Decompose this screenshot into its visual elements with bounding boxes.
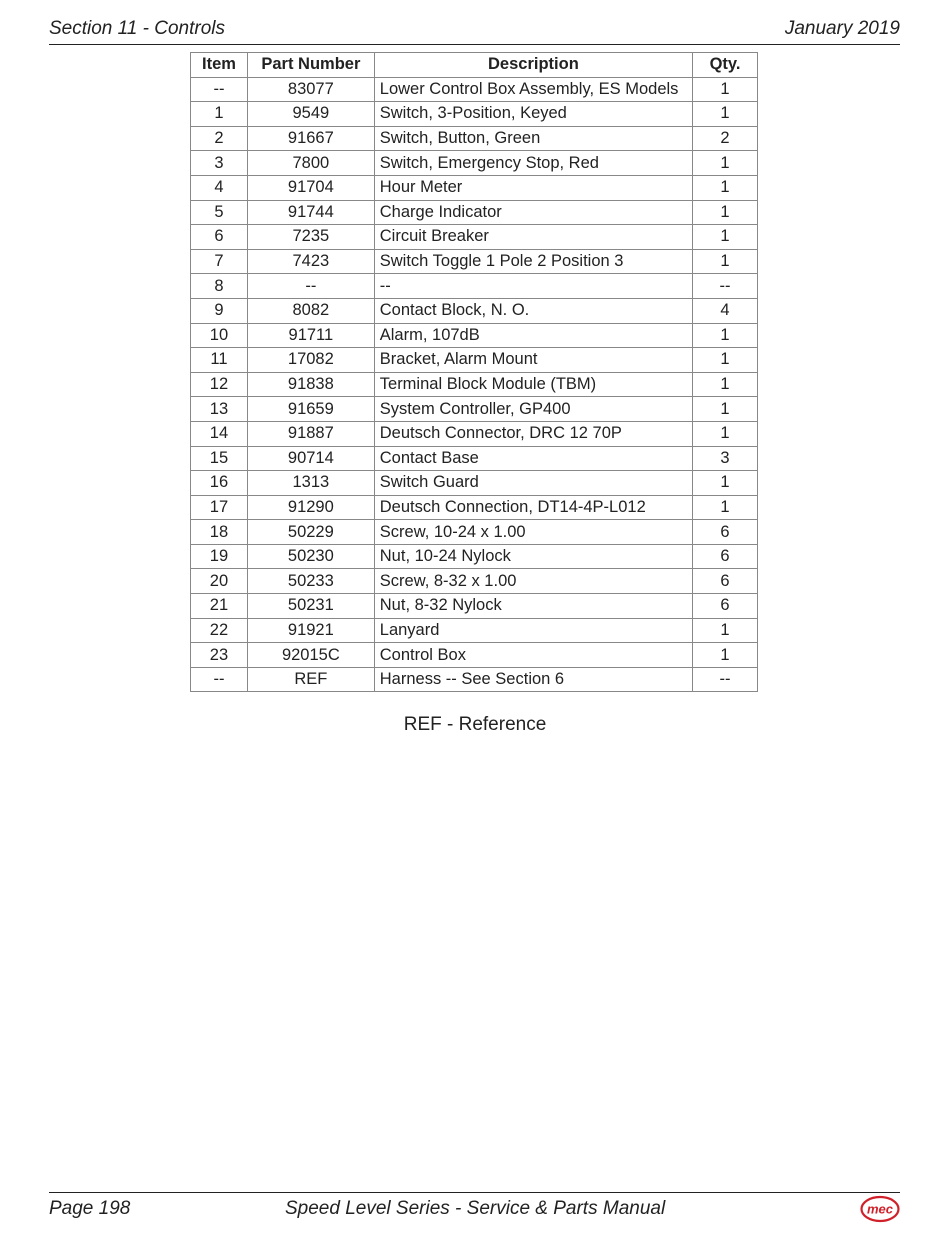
description-cell: Switch, 3-Position, Keyed [374,102,692,127]
part-number-cell: 91659 [247,397,374,422]
description-cell: Switch, Button, Green [374,126,692,151]
description-cell: Harness -- See Section 6 [374,667,692,692]
part-number-cell: -- [247,274,374,299]
description-cell: Control Box [374,643,692,668]
qty-cell: 6 [693,544,758,569]
item-cell: 13 [191,397,248,422]
description-cell: Contact Base [374,446,692,471]
description-cell: Hour Meter [374,175,692,200]
table-row [191,274,758,299]
table-row [191,520,758,545]
table-row [191,200,758,225]
qty-cell: 6 [693,520,758,545]
description-cell: Alarm, 107dB [374,323,692,348]
description-cell: Nut, 8-32 Nylock [374,594,692,619]
part-number-cell: 91290 [247,495,374,520]
qty-cell: 1 [693,397,758,422]
item-cell: 15 [191,446,248,471]
table-row [191,495,758,520]
qty-cell: 1 [693,200,758,225]
table-row [191,151,758,176]
qty-cell: 6 [693,594,758,619]
item-cell: 17 [191,495,248,520]
description-cell: Screw, 8-32 x 1.00 [374,569,692,594]
description-cell: Circuit Breaker [374,225,692,250]
item-cell: 11 [191,348,248,373]
column-header-qty: Qty. [693,53,758,78]
item-cell: 1 [191,102,248,127]
item-cell: 3 [191,151,248,176]
item-cell: -- [191,77,248,102]
qty-cell: 1 [693,225,758,250]
parts-table [190,52,758,692]
description-cell: Deutsch Connection, DT14-4P-L012 [374,495,692,520]
qty-cell: 4 [693,298,758,323]
part-number-cell: 50231 [247,594,374,619]
qty-cell: -- [693,667,758,692]
qty-cell: 2 [693,126,758,151]
part-number-cell: 7423 [247,249,374,274]
part-number-cell: 50230 [247,544,374,569]
part-number-cell: 17082 [247,348,374,373]
item-cell: 9 [191,298,248,323]
description-cell: Deutsch Connector, DRC 12 70P [374,421,692,446]
item-cell: 8 [191,274,248,299]
qty-cell: 1 [693,421,758,446]
description-cell: Switch, Emergency Stop, Red [374,151,692,176]
part-number-cell: 92015C [247,643,374,668]
table-row [191,569,758,594]
qty-cell: 1 [693,495,758,520]
item-cell: 6 [191,225,248,250]
description-cell: Charge Indicator [374,200,692,225]
item-cell: 5 [191,200,248,225]
page-number: Page 198 [49,1198,131,1219]
table-row [191,397,758,422]
part-number-cell: 91838 [247,372,374,397]
column-header-part-number: Part Number [247,53,374,78]
qty-cell: 1 [693,249,758,274]
manual-title: Speed Level Series - Service & Parts Manual [285,1198,666,1219]
part-number-cell: 83077 [247,77,374,102]
table-row [191,249,758,274]
item-cell: 22 [191,618,248,643]
mec-logo-icon [860,1195,900,1223]
parts-table-body [191,77,758,692]
qty-cell: 6 [693,569,758,594]
table-row [191,298,758,323]
table-row [191,643,758,668]
item-cell: 12 [191,372,248,397]
table-row [191,225,758,250]
table-row [191,446,758,471]
part-number-cell: 91711 [247,323,374,348]
section-title: Section 11 - Controls [49,18,226,39]
qty-cell: -- [693,274,758,299]
qty-cell: 1 [693,323,758,348]
part-number-cell: 7235 [247,225,374,250]
item-cell: 10 [191,323,248,348]
table-row [191,667,758,692]
item-cell: 21 [191,594,248,619]
item-cell: 18 [191,520,248,545]
svg-text:mec: mec [866,1201,894,1217]
part-number-cell: 9549 [247,102,374,127]
table-header-row [191,53,758,78]
table-row [191,126,758,151]
table-row [191,348,758,373]
qty-cell: 3 [693,446,758,471]
column-header-item: Item [191,53,248,78]
table-row [191,175,758,200]
item-cell: 20 [191,569,248,594]
table-row [191,618,758,643]
part-number-cell: 50233 [247,569,374,594]
description-cell: Switch Toggle 1 Pole 2 Position 3 [374,249,692,274]
item-cell: 4 [191,175,248,200]
description-cell: Lower Control Box Assembly, ES Models [374,77,692,102]
header-date: January 2019 [784,18,900,39]
item-cell: 23 [191,643,248,668]
description-cell: Nut, 10-24 Nylock [374,544,692,569]
description-cell: -- [374,274,692,299]
description-cell: Switch Guard [374,471,692,496]
column-header-description: Description [374,53,692,78]
description-cell: Screw, 10-24 x 1.00 [374,520,692,545]
qty-cell: 1 [693,102,758,127]
part-number-cell: 91704 [247,175,374,200]
reference-note: REF - Reference [403,714,547,735]
qty-cell: 1 [693,372,758,397]
table-row [191,372,758,397]
table-row [191,102,758,127]
part-number-cell: 91887 [247,421,374,446]
qty-cell: 1 [693,175,758,200]
description-cell: Bracket, Alarm Mount [374,348,692,373]
table-row [191,77,758,102]
page-header [49,18,900,45]
part-number-cell: 50229 [247,520,374,545]
description-cell: Contact Block, N. O. [374,298,692,323]
part-number-cell: 8082 [247,298,374,323]
description-cell: Lanyard [374,618,692,643]
item-cell: -- [191,667,248,692]
qty-cell: 1 [693,471,758,496]
part-number-cell: 91921 [247,618,374,643]
qty-cell: 1 [693,151,758,176]
page-footer [49,1192,900,1233]
qty-cell: 1 [693,77,758,102]
table-row [191,323,758,348]
part-number-cell: REF [247,667,374,692]
part-number-cell: 91667 [247,126,374,151]
qty-cell: 1 [693,643,758,668]
item-cell: 2 [191,126,248,151]
item-cell: 16 [191,471,248,496]
table-row [191,544,758,569]
part-number-cell: 7800 [247,151,374,176]
part-number-cell: 1313 [247,471,374,496]
table-row [191,421,758,446]
qty-cell: 1 [693,348,758,373]
table-row [191,594,758,619]
part-number-cell: 91744 [247,200,374,225]
part-number-cell: 90714 [247,446,374,471]
item-cell: 14 [191,421,248,446]
qty-cell: 1 [693,618,758,643]
item-cell: 7 [191,249,248,274]
table-row [191,471,758,496]
item-cell: 19 [191,544,248,569]
description-cell: Terminal Block Module (TBM) [374,372,692,397]
description-cell: System Controller, GP400 [374,397,692,422]
